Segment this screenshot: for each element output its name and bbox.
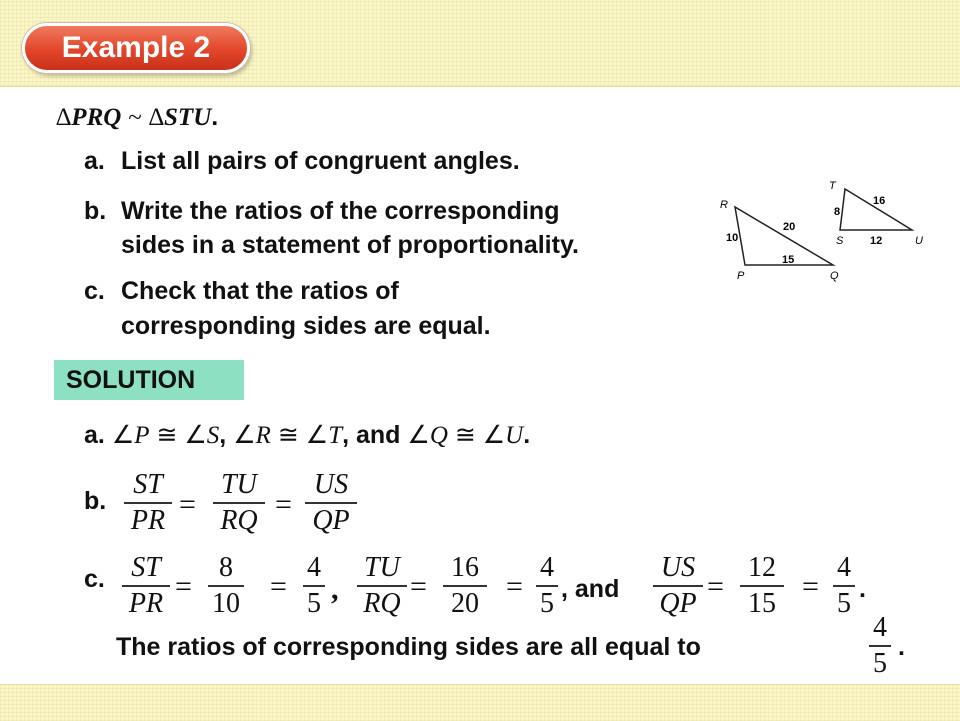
denominator: 5 (837, 587, 851, 619)
fraction-tu-rq (357, 553, 407, 619)
equals-sign: = (270, 570, 287, 603)
fraction-us-qp (305, 470, 357, 536)
numerator: ST (131, 552, 161, 583)
fraction-bar (740, 585, 784, 587)
task-b-line2: sides in a statement of proportionality. (121, 231, 579, 259)
angle-p: P (134, 422, 150, 449)
fraction-bar (305, 502, 357, 504)
triangle-symbol: ∆ (56, 104, 72, 131)
vertex-r: R (720, 199, 728, 211)
fraction-4-5 (536, 553, 558, 619)
numerator: TU (221, 469, 257, 500)
side-ts: 8 (834, 206, 841, 218)
congruent-symbol: ≅ (454, 422, 476, 449)
and-word: , and (561, 575, 620, 603)
congruent-symbol: ≅ (156, 422, 178, 449)
equals-sign: = (175, 570, 192, 603)
example-title: Example 2 (22, 23, 250, 73)
vertex-s: S (836, 235, 844, 247)
vertex-p: P (737, 270, 745, 282)
fraction-bar (122, 585, 170, 587)
angle-s: S (206, 422, 220, 449)
task-b-line1: Write the ratios of the corresponding (121, 197, 560, 225)
solution-b-letter: b. (84, 487, 107, 515)
triangle-stu: STU (164, 104, 212, 131)
fraction-bar (208, 585, 244, 587)
period: . (898, 633, 905, 661)
period: . (859, 575, 866, 603)
comma: , (342, 421, 350, 449)
fraction-bar (536, 585, 558, 587)
numerator: 4 (540, 552, 554, 583)
fraction-us-qp (653, 553, 703, 619)
numerator: 4 (873, 612, 887, 643)
fraction-16-20 (443, 553, 487, 619)
numerator: ST (133, 469, 163, 500)
task-c-line2: corresponding sides are equal. (121, 312, 491, 340)
fraction-st-pr (124, 470, 172, 536)
angle-r: R (255, 422, 271, 449)
numerator: 12 (748, 552, 776, 583)
numerator: 16 (451, 552, 479, 583)
triangles-figure (715, 175, 950, 285)
task-a-text: List all pairs of congruent angles. (121, 147, 520, 175)
fraction-bar (443, 585, 487, 587)
fraction-8-10 (208, 553, 244, 619)
period: . (523, 421, 531, 449)
and-word: and (356, 421, 401, 449)
equals-sign: = (506, 570, 523, 603)
footer-band (0, 684, 960, 721)
congruent-symbol: ≅ (277, 422, 299, 449)
angle-t: T (328, 422, 343, 449)
side-rp: 10 (726, 232, 739, 244)
angle-symbol: ∠ (305, 422, 329, 449)
equals-sign: = (802, 570, 819, 603)
similarity-statement (56, 102, 218, 133)
denominator: PR (130, 504, 166, 536)
denominator: 5 (540, 587, 554, 619)
task-c-line1: Check that the ratios of (121, 277, 399, 305)
denominator: 15 (748, 587, 776, 619)
period: . (211, 103, 219, 131)
task-c-letter: c. (84, 277, 105, 305)
numerator: US (660, 552, 696, 583)
equals-sign: = (275, 488, 292, 521)
angle-q: Q (429, 422, 448, 449)
angle-symbol: ∠ (184, 422, 207, 449)
denominator: RQ (220, 504, 258, 536)
task-a-letter: a. (84, 147, 105, 175)
equals-sign: = (179, 488, 196, 521)
angle-symbol: ∠ (111, 422, 135, 449)
vertex-u: U (915, 235, 923, 247)
fraction-st-pr (122, 553, 170, 619)
similar-symbol: ~ (128, 104, 142, 131)
numerator: 4 (837, 552, 851, 583)
fraction-bar (213, 502, 265, 504)
comma: , (331, 573, 339, 606)
denominator: 5 (307, 587, 321, 619)
fraction-bar (303, 585, 325, 587)
conclusion-text: The ratios of corresponding sides are all equal to (116, 633, 701, 661)
fraction-4-5 (869, 613, 891, 679)
denominator: 20 (451, 587, 479, 619)
side-pq: 15 (782, 254, 795, 266)
triangle-stu (829, 180, 923, 247)
vertex-t: T (829, 180, 836, 192)
fraction-bar (833, 585, 855, 587)
triangle-prq: PRQ (71, 104, 122, 131)
fraction-tu-rq (213, 470, 265, 536)
solution-label: SOLUTION (54, 360, 244, 400)
numerator: US (313, 469, 349, 500)
triangle-prq (720, 199, 839, 282)
angle-symbol: ∠ (407, 422, 430, 449)
side-tu: 16 (873, 195, 886, 207)
triangle-symbol: ∆ (148, 104, 165, 131)
equals-sign: = (707, 570, 724, 603)
angle-symbol: ∠ (482, 422, 506, 449)
fraction-bar (357, 585, 407, 587)
fraction-4-5 (303, 553, 325, 619)
fraction-bar (653, 585, 703, 587)
solution-a-letter: a. (84, 421, 105, 449)
denominator: 10 (212, 587, 240, 619)
denominator: QP (312, 504, 350, 536)
fraction-bar (124, 502, 172, 504)
denominator: 5 (873, 647, 887, 679)
denominator: RQ (363, 587, 401, 619)
side-su: 12 (870, 235, 883, 247)
equals-sign: = (410, 570, 427, 603)
fraction-4-5 (833, 553, 855, 619)
angle-symbol: ∠ (233, 422, 256, 449)
vertex-q: Q (830, 270, 839, 282)
denominator: QP (659, 587, 697, 619)
numerator: 4 (307, 552, 321, 583)
fraction-bar (869, 645, 891, 647)
side-rq: 20 (783, 221, 796, 233)
angle-u: U (505, 422, 524, 449)
numerator: 8 (219, 552, 233, 583)
solution-c-letter: c. (84, 565, 105, 593)
comma: , (219, 421, 227, 449)
numerator: TU (364, 552, 400, 583)
task-b-letter: b. (84, 197, 107, 225)
solution-a (84, 420, 530, 451)
denominator: PR (128, 587, 164, 619)
fraction-12-15 (740, 553, 784, 619)
